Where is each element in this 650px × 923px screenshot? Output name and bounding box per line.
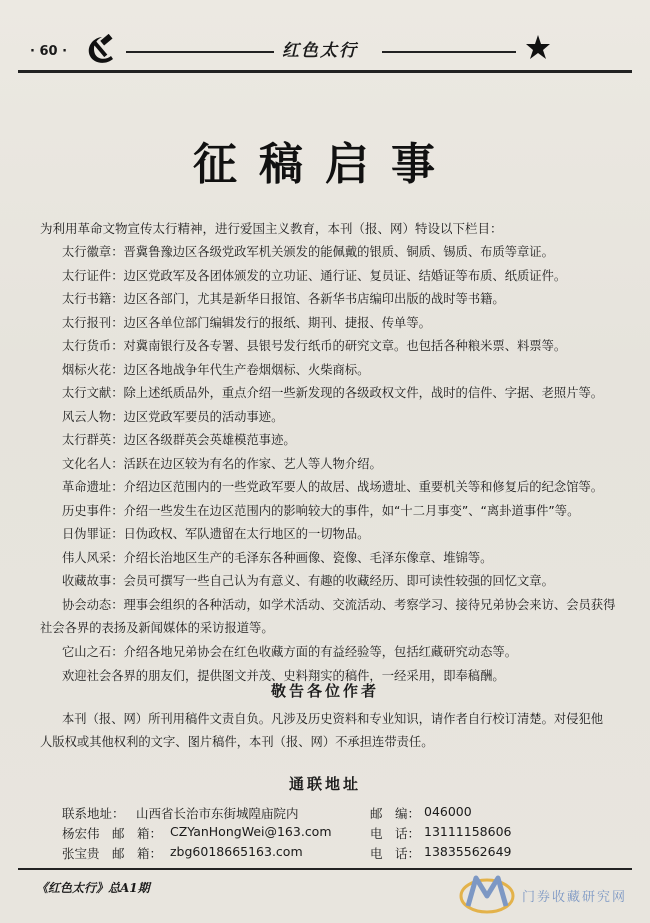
- email-value: CZYanHongWei@163.com: [170, 824, 332, 839]
- issue-label: 《红色太行》总A1期: [36, 881, 150, 895]
- list-item: 历史事件：介绍一些发生在边区范围内的影响较大的事件，如“十二月事变”、“离卦道事件”等。: [62, 503, 580, 518]
- phone-value: 13111158606: [424, 824, 512, 839]
- footer-rule: [18, 868, 632, 870]
- contact-block: [62, 804, 582, 864]
- phone-label: 电 话：: [370, 826, 421, 841]
- star-icon: [525, 34, 551, 60]
- address-label: 联系地址：: [62, 806, 125, 821]
- email-value: zbg6018665163.com: [170, 844, 303, 859]
- phone-label: 电 话：: [370, 846, 421, 861]
- list-item: 风云人物：边区党政军要员的活动事迹。: [62, 409, 284, 424]
- list-item: 烟标火花：边区各地战争年代生产卷烟烟标、火柴商标。: [62, 362, 370, 377]
- contact-title: 通联地址: [288, 775, 361, 793]
- list-item: 太行文献：除上述纸质品外，重点介绍一些新发现的各级政权文件，战时的信件、字据、老照片等。: [62, 386, 604, 400]
- column-list: [40, 241, 620, 688]
- address-value: 山西省长治市东街城隍庙院内: [136, 806, 299, 821]
- list-item: 收藏故事：会员可撰写一些自己认为有意义、有趣的收藏经历、即可读性较强的回忆文章。: [62, 574, 554, 588]
- header-line-right: [382, 51, 516, 53]
- magazine-title: 红色太行: [282, 41, 358, 61]
- postcode-value: 046000: [424, 804, 472, 819]
- list-item: 太行报刊：边区各单位部门编辑发行的报纸、期刊、捷报、传单等。: [62, 315, 431, 330]
- email-label: 邮 箱：: [112, 846, 163, 861]
- page-number: · 60 ·: [30, 44, 68, 59]
- person-name: 张宝贵: [62, 846, 100, 861]
- list-item: 它山之石：介绍各地兄弟协会在红色收藏方面的有益经验等，包括红藏研究动态等。: [62, 644, 518, 659]
- list-item: 太行证件：边区党政军及各团体颁发的立功证、通行证、复员证、结婚证等布质、纸质证件。: [62, 268, 567, 283]
- header-rule: [18, 70, 632, 73]
- header-line-left: [126, 51, 274, 53]
- welcome-text: 欢迎社会各界的朋友们，提供图文并茂、史料翔实的稿件，一经采用，即奉稿酬。: [62, 669, 505, 683]
- notice-title: 敬告各位作者: [270, 682, 379, 700]
- list-item: 革命遗址：介绍边区范围内的一些党政军要人的故居、战场遗址、重要机关等和修复后的纪念馆等。: [62, 480, 604, 494]
- list-item: 文化名人：活跃在边区较为有名的作家、艺人等人物介绍。: [62, 456, 382, 471]
- list-item: 太行书籍：边区各部门，尤其是新华日报馆、各新华书店编印出版的战时等书籍。: [62, 292, 505, 306]
- list-item: 太行群英：边区各级群英会英雄模范事迹。: [62, 433, 296, 447]
- intro-text: 为利用革命文物宣传太行精神，进行爱国主义教育，本刊（报、网）特设以下栏目：: [40, 221, 503, 236]
- email-label: 邮 箱：: [112, 826, 163, 841]
- contact-row-address: [62, 804, 582, 824]
- list-item: 日伪罪证：日伪政权、军队遗留在太行地区的一切物品。: [62, 527, 370, 541]
- contact-row-person: [62, 824, 582, 844]
- watermark-logo-icon: [458, 870, 516, 916]
- watermark-text: 门券收藏研究网: [522, 890, 628, 905]
- contact-row-person: [62, 844, 582, 864]
- list-item: 协会动态：理事会组织的各种活动，如学术活动、交流活动、考察学习、接待兄弟协会来访、会员获得社会各界的表扬及新闻媒体的采访报道等。: [40, 597, 616, 635]
- list-item: 伟人风采：介绍长治地区生产的毛泽东各种画像、瓷像、毛泽东像章、堆锦等。: [62, 550, 493, 565]
- list-item: 太行货币：对冀南银行及各专署、县银号发行纸币的研究文章。也包括各种粮米票、料票等。: [62, 339, 567, 353]
- page-title: 征稿启事: [193, 139, 457, 190]
- phone-value: 13835562649: [424, 844, 512, 859]
- postcode-label: 邮 编：: [370, 806, 421, 821]
- hammer-sickle-icon: [84, 34, 118, 64]
- list-item: 太行徽章：晋冀鲁豫边区各级党政军机关颁发的能佩戴的银质、铜质、锡质、布质等章证。: [62, 245, 554, 259]
- person-name: 杨宏伟: [62, 826, 100, 841]
- notice-text: 本刊（报、网）所刊用稿件文责自负。凡涉及历史资料和专业知识，请作者自行校订清楚。对侵犯他人版权或其他权利的文字、图片稿件，本刊（报、网）不承担连带责任。: [40, 712, 604, 749]
